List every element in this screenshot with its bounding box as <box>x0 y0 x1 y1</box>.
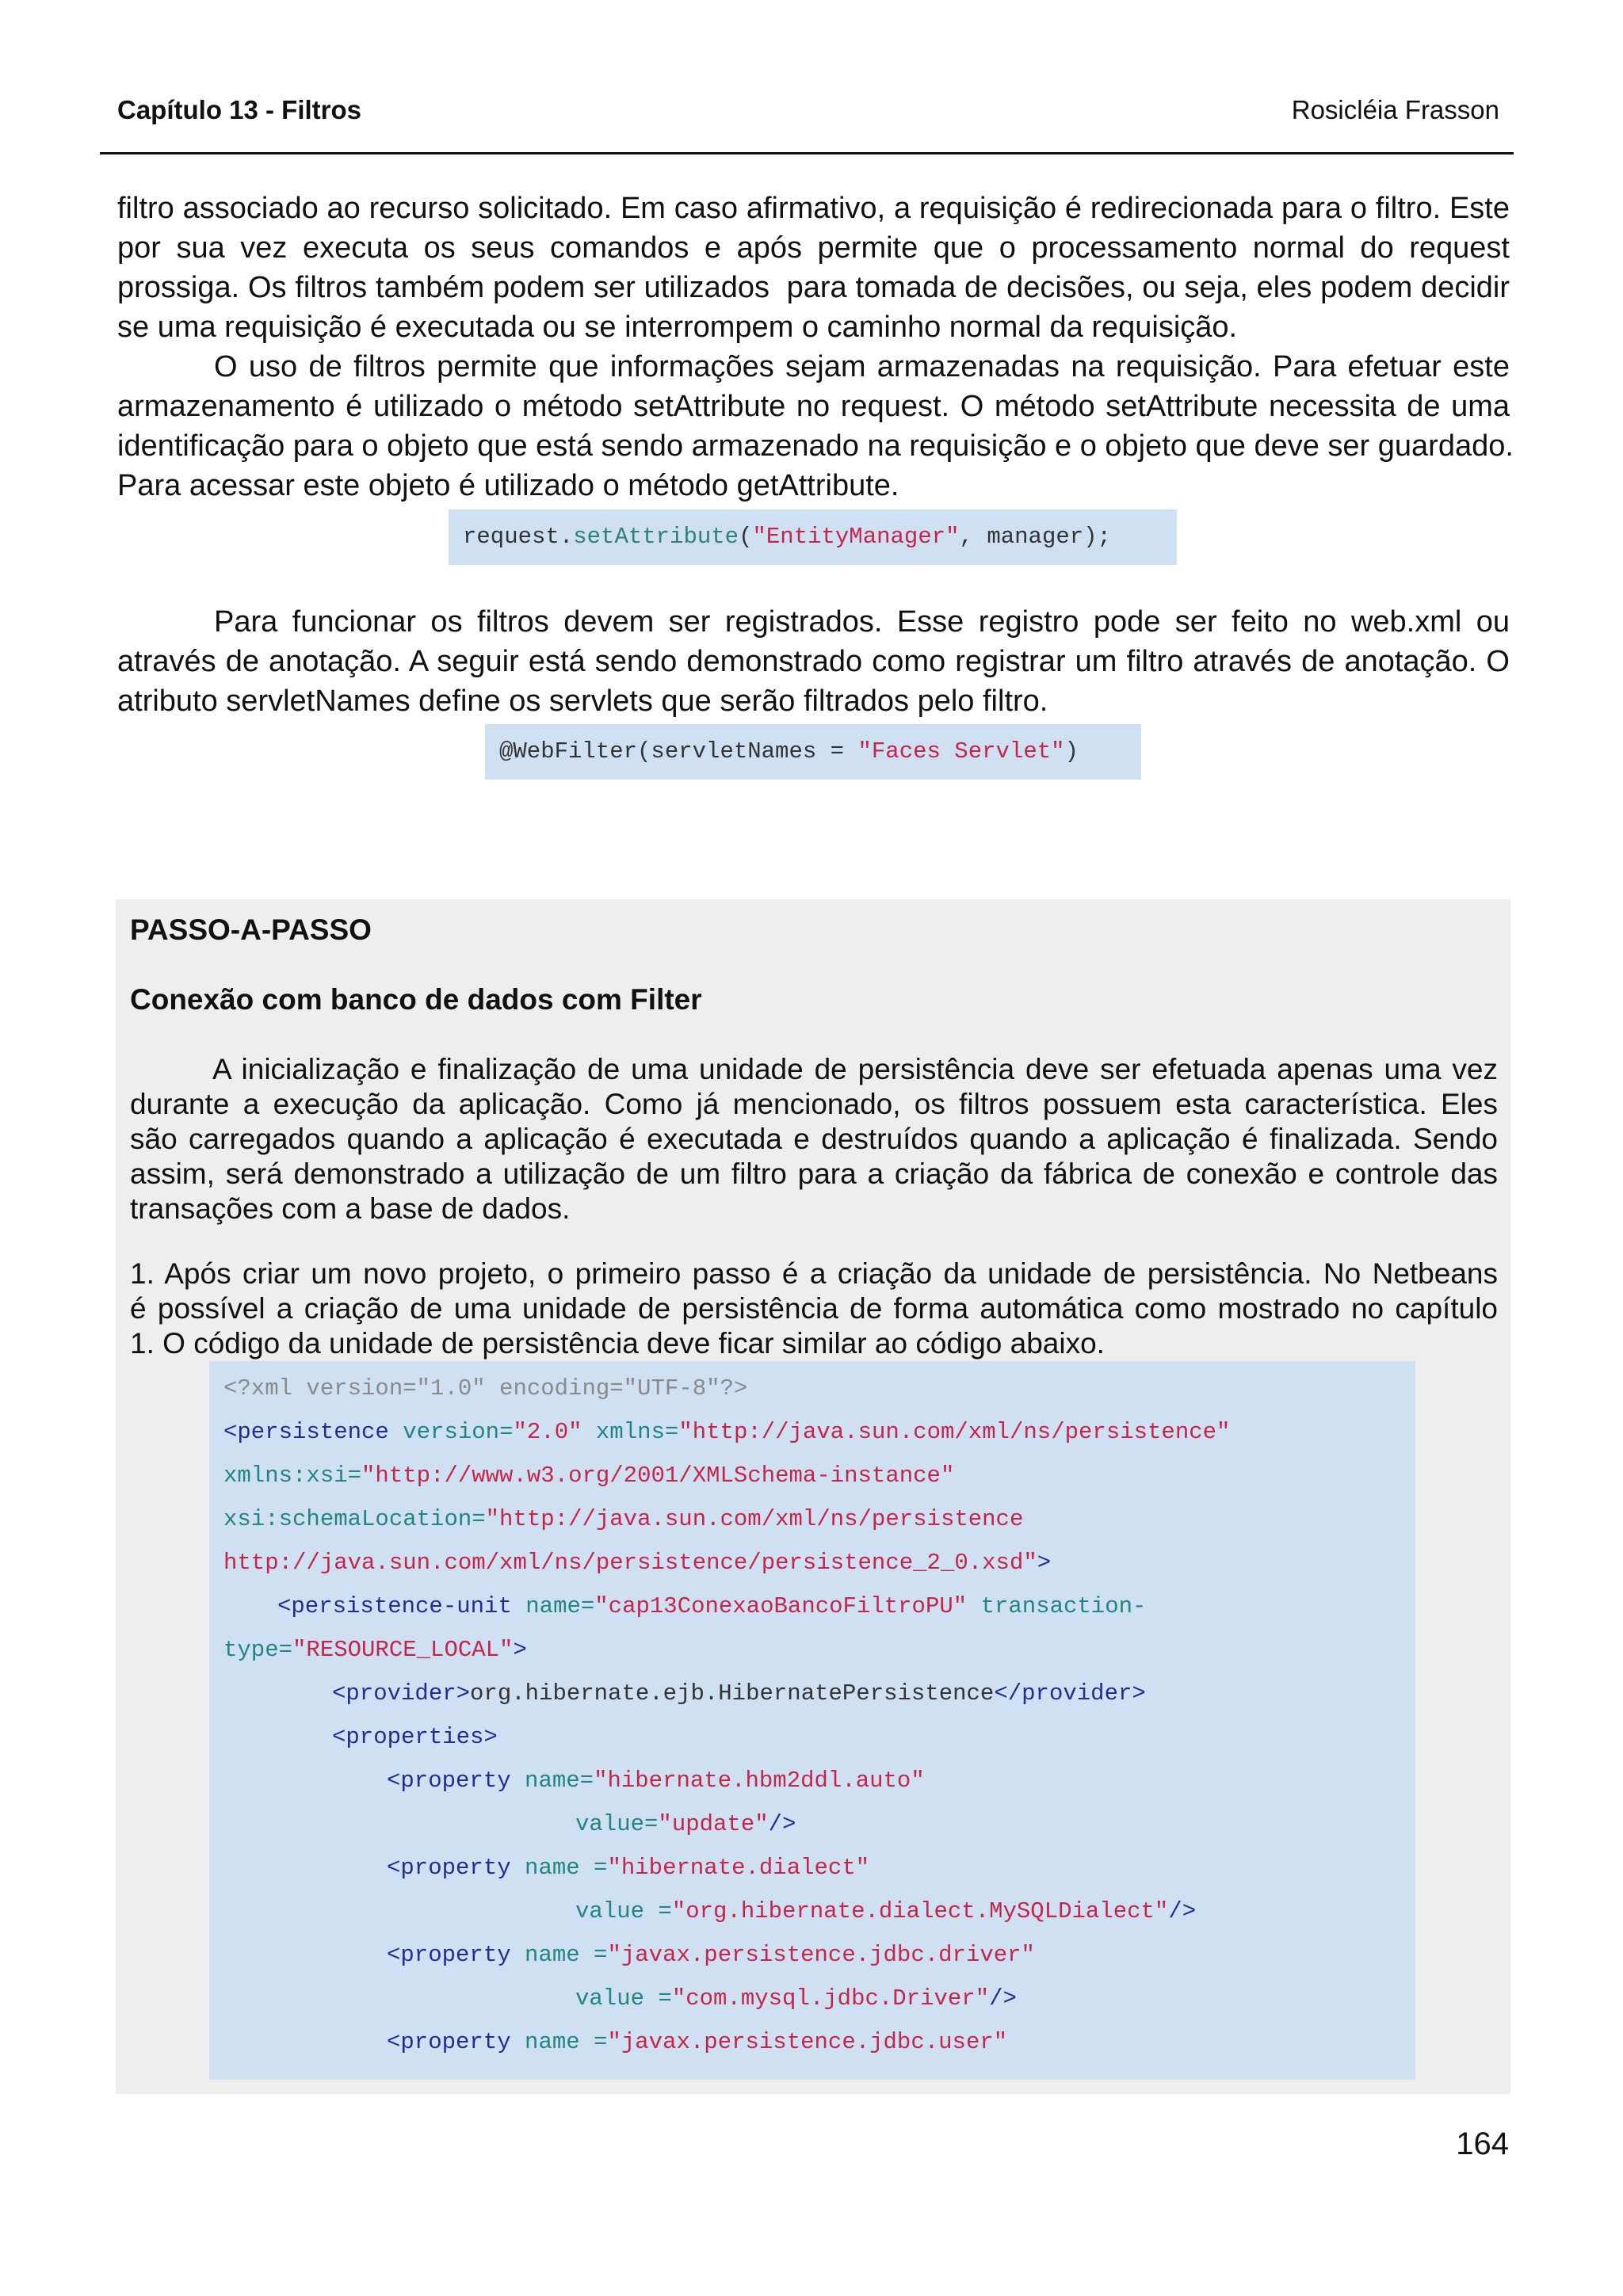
xml-code-block <box>209 1361 1415 2080</box>
code-token: version= <box>388 1419 514 1445</box>
code-token: <property <box>387 1855 511 1881</box>
text-line: atributo servletNames define os servlets que serão filtrados pelo filtro. <box>117 685 1048 718</box>
code-token: , manager); <box>959 524 1111 550</box>
code-token: /> <box>768 1811 796 1837</box>
text-line: se uma requisição é executada ou se interrompem o caminho normal da requisição. <box>117 311 1238 344</box>
code-token: "http://www.w3.org/2001/XMLSchema-instance" <box>361 1463 955 1489</box>
code-token: "org.hibernate.dialect.MySQLDialect" <box>671 1898 1169 1924</box>
code-token: "javax.persistence.jdbc.user" <box>607 2029 1008 2055</box>
code-token: "Faces Servlet" <box>857 738 1065 765</box>
chapter-title: Capítulo 13 - Filtros <box>117 95 362 124</box>
step-subtitle: Conexão com banco de dados com Filter <box>130 983 702 1016</box>
code-snippet-webfilter <box>485 724 1141 780</box>
code-token: "2.0" <box>513 1419 582 1445</box>
code-line <box>223 1506 1023 1532</box>
code-token: request. <box>463 524 574 550</box>
text-line: filtro associado ao recurso solicitado. Em caso afirmativo, a requisição é redirecionada para o filtro. Este <box>117 192 1510 225</box>
code-token: <property <box>387 1768 511 1794</box>
code-token: type= <box>223 1637 293 1663</box>
code-line <box>575 1985 1017 2012</box>
author-name: Rosicléia Frasson <box>1291 95 1499 124</box>
text-line: transações com a base de dados. <box>130 1192 571 1225</box>
text-line: A inicialização e finalização de uma unidade de persistência deve ser efetuada apenas uma vez <box>212 1053 1498 1085</box>
text-line: é possível a criação de uma unidade de persistência de forma automática como mostrado no capítulo <box>130 1292 1498 1325</box>
code-token: "hibernate.dialect" <box>607 1855 870 1881</box>
code-line <box>575 1811 796 1837</box>
text-line: prossiga. Os filtros também podem ser utilizados para tomada de decisões, ou seja, eles podem decidir <box>117 271 1510 304</box>
code-token: "update" <box>658 1811 769 1837</box>
page-header <box>100 95 1514 154</box>
code-token: "http://java.sun.com/xml/ns/persistence <box>485 1506 1024 1532</box>
code-token: name = <box>510 1942 608 1968</box>
code-token: xsi:schemaLocation= <box>223 1506 486 1532</box>
code-token: "RESOURCE_LOCAL" <box>292 1637 514 1663</box>
code-line <box>575 1898 1196 1924</box>
code-token: ( <box>739 524 753 550</box>
code-token: transaction- <box>967 1593 1147 1619</box>
paragraph-register-filter <box>117 602 1510 721</box>
text-line: por sua vez executa os seus comandos e após permite que o processamento normal do request <box>117 231 1510 265</box>
code-token: > <box>1037 1550 1052 1576</box>
code-token: /> <box>989 1985 1017 2012</box>
code-token: "cap13ConexaoBancoFiltroPU" <box>594 1593 968 1619</box>
code-line <box>387 2029 1007 2055</box>
code-snippet-setattribute <box>449 509 1177 565</box>
code-token: name = <box>510 2029 608 2055</box>
code-token: </provider> <box>994 1680 1146 1707</box>
text-line: 1. O código da unidade de persistência deve ficar similar ao código abaixo. <box>130 1327 1105 1360</box>
code-token: value = <box>575 1985 672 2012</box>
code-token: @WebFilter(servletNames = <box>499 738 858 765</box>
code-token: "com.mysql.jdbc.Driver" <box>671 1985 990 2012</box>
page-number: 164 <box>1456 2126 1509 2161</box>
text-line: são carregados quando a aplicação é executada e destruídos quando a aplicação é finalizada. Sendo <box>130 1123 1498 1155</box>
code-token: xmlns= <box>582 1419 679 1445</box>
code-token: name = <box>510 1855 608 1881</box>
code-line <box>277 1593 1146 1619</box>
code-token: > <box>513 1637 527 1663</box>
step-title: PASSO-A-PASSO <box>130 913 372 946</box>
text-line: durante a execução da aplicação. Como já mencionado, os filtros possuem esta característica. Eles <box>130 1088 1498 1120</box>
code-line <box>223 1637 527 1663</box>
code-token: <provider> <box>332 1680 471 1707</box>
code-token: <persistence <box>223 1419 389 1445</box>
code-token: /> <box>1168 1898 1197 1924</box>
code-token: <property <box>387 2029 511 2055</box>
code-line <box>387 1855 869 1881</box>
code-token: org.hibernate.ejb.HibernatePersistence <box>470 1680 995 1707</box>
code-token: "javax.persistence.jdbc.driver" <box>607 1942 1035 1968</box>
code-line: <properties> <box>332 1724 498 1750</box>
code-line <box>387 1768 925 1794</box>
code-token: value= <box>575 1811 659 1837</box>
code-token: "hibernate.hbm2ddl.auto" <box>594 1768 925 1794</box>
code-line <box>223 1419 1230 1445</box>
text-line: através de anotação. A seguir está sendo demonstrado como registrar um filtro através de anotação. O <box>117 645 1510 678</box>
code-line <box>387 1942 1035 1968</box>
code-token: setAttribute <box>573 524 739 550</box>
code-line: <?xml version="1.0" encoding="UTF-8"?> <box>223 1375 748 1402</box>
code-line <box>223 1463 954 1489</box>
code-token: http://java.sun.com/xml/ns/persistence/persistence_2_0.xsd" <box>223 1550 1037 1576</box>
text-line: Para funcionar os filtros devem ser registrados. Esse registro pode ser feito no web.xml ou <box>214 605 1510 639</box>
code-token: xmlns:xsi= <box>223 1463 362 1489</box>
code-line <box>223 1550 1051 1576</box>
code-token: name= <box>510 1768 594 1794</box>
code-token: name= <box>511 1593 595 1619</box>
text-line: identificação para o objeto que está sendo armazenado na requisição e o objeto que deve ser guardado. <box>117 429 1514 463</box>
text-line: 1. Após criar um novo projeto, o primeiro passo é a criação da unidade de persistência. No Netbeans <box>130 1257 1498 1290</box>
text-line: O uso de filtros permite que informações sejam armazenadas na requisição. Para efetuar este <box>214 350 1510 383</box>
paragraph-filter-intro <box>117 189 1510 347</box>
code-line <box>332 1680 1146 1707</box>
code-token: <property <box>387 1942 511 1968</box>
text-line: Para acessar este objeto é utilizado o método getAttribute. <box>117 469 899 502</box>
code-token: "http://java.sun.com/xml/ns/persistence" <box>678 1419 1231 1445</box>
code-token: <persistence-unit <box>277 1593 512 1619</box>
paragraph-setattribute <box>117 347 1514 505</box>
step-item-1 <box>130 1257 1498 1361</box>
step-intro-paragraph <box>130 1052 1498 1226</box>
text-line: armazenamento é utilizado o método setAttribute no request. O método setAttribute necessita de uma <box>117 390 1510 423</box>
text-line: assim, será demonstrado a utilização de um filtro para a criação da fábrica de conexão e controle das <box>130 1158 1498 1190</box>
code-token: "EntityManager" <box>752 524 960 550</box>
code-token: value = <box>575 1898 672 1924</box>
code-token: ) <box>1064 738 1079 765</box>
